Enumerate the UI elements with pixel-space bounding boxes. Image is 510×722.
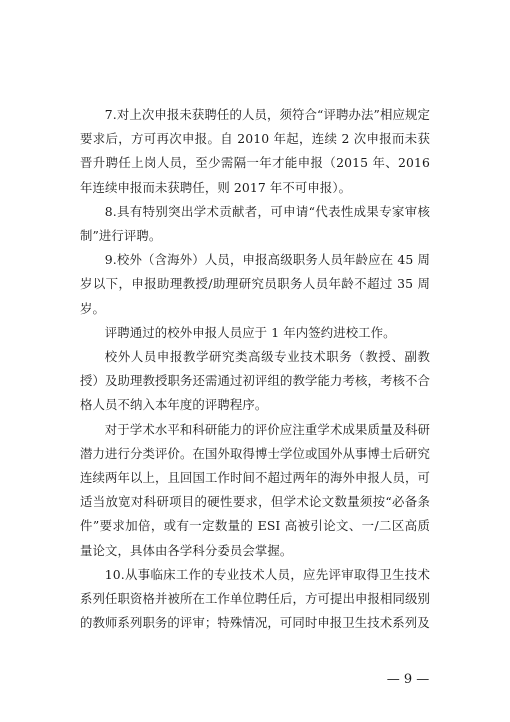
paragraph-item-10: 10.从事临床工作的专业技术人员，应先评审取得卫生技术系列任职资格并被所在工作单位聘任后，方可提出申报相同级别的教师系列职务的评审；特殊情况，可同时申报卫生技术系列及 bbox=[80, 566, 430, 631]
paragraph-teaching-assessment: 校外人员申报教学研究类高级专业技术职务（教授、副教授）及助理教授职务还需通过初评组的教学能力考核，考核不合格人员不纳入本年度的评聘程序。 bbox=[80, 349, 430, 413]
document-body bbox=[80, 103, 430, 635]
paragraph-item-7: 7.对上次申报未获聘任的人员，须符合“评聘办法”相应规定要求后，方可再次申报。自 2010 年起，连续 2 次申报而未获晋升聘任上岗人员，至少需隔一年才能申报（2015 年、2016 年连续申报而未获聘任，则 2017 年不可申报）。 bbox=[80, 107, 430, 195]
page-number: — 9 — bbox=[386, 672, 430, 687]
paragraph-research-evaluation: 对于学术水平和科研能力的评价应注重学术成果质量及科研潜力进行分类评价。在国外取得博士学位或国外从事博士后研究连续两年以上，且回国工作时间不超过两年的海外申报人员，可适当放宽对科研项目的硬性要求，但学术论文数量须按“必备条件”要求加倍，或有一定数量的 ESI 高被引论文、一/二区高质量论文，具体由各学科分委员会掌握。 bbox=[80, 421, 430, 558]
paragraph-signing-note: 评聘通过的校外申报人员应于 1 年内签约进校工作。 bbox=[104, 324, 396, 340]
paragraph-item-9: 9.校外（含海外）人员，申报高级职务人员年龄应在 45 周岁以下，申报助理教授/助理研究员职务人员年龄不超过 35 周岁。 bbox=[80, 252, 430, 316]
paragraph-item-8: 8.具有特别突出学术贡献者，可申请“代表性成果专家审核制”进行评聘。 bbox=[80, 203, 430, 244]
